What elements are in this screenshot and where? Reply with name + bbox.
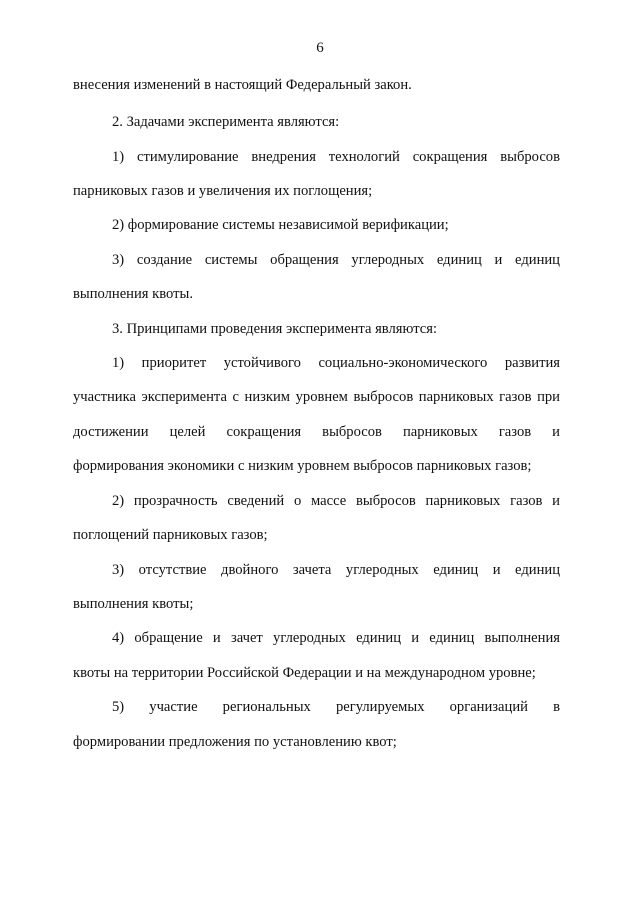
text-line: 1) стимулирование внедрения технологий сокращения выбросов [112,149,560,165]
text-line: поглощений парниковых газов; [73,527,268,543]
text-line: 3) отсутствие двойного зачета углеродных единиц и единиц [112,562,560,578]
text-line: внесения изменений в настоящий Федеральный закон. [73,77,412,93]
text-line: участника эксперимента с низким уровнем выбросов парниковых газов при [73,389,560,405]
text-line: 2) формирование системы независимой верификации; [112,217,449,233]
text-line: парниковых газов и увеличения их поглощения; [73,183,373,199]
text-line: 1) приоритет устойчивого социально-экономического развития [112,355,560,371]
text-line: выполнения квоты. [73,286,193,302]
text-line: 2) прозрачность сведений о массе выбросов парниковых газов и [112,493,560,509]
text-line: формировании предложения по установлению квот; [73,734,397,750]
item-heading: 3. Принципами проведения эксперимента являются: [112,321,438,337]
text-line: 5) участие региональных регулируемых организаций в [112,699,560,715]
page-number: 6 [316,40,324,56]
text-line: достижении целей сокращения выбросов парниковых газов и [73,424,560,440]
text-line: формирования экономики с низким уровнем выбросов парниковых газов; [73,458,532,474]
text-line: выполнения квоты; [73,596,194,612]
text-line: 3) создание системы обращения углеродных единиц и единиц [112,252,560,268]
item-heading: 2. Задачами эксперимента являются: [112,114,340,130]
text-line: квоты на территории Российской Федерации и на международном уровне; [73,665,536,681]
text-line: 4) обращение и зачет углеродных единиц и единиц выполнения [112,630,560,646]
